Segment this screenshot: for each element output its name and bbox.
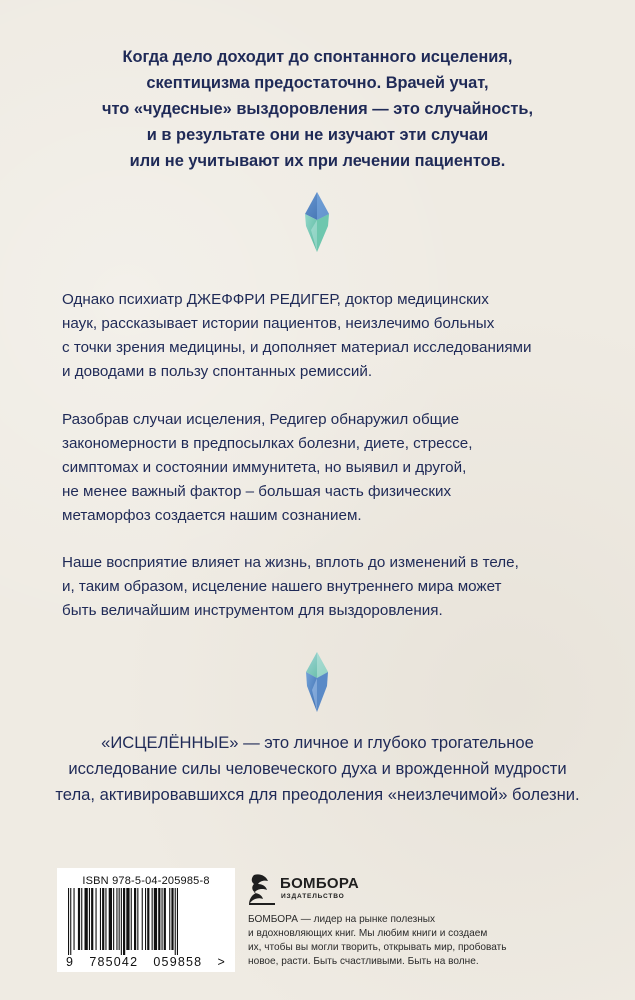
barcode-bar: [109, 888, 112, 950]
barcode-bar: [85, 888, 88, 950]
body-paragraph-1: [62, 288, 582, 384]
barcode-bar: [177, 888, 178, 958]
body-line: Наше восприятие влияет на жизнь, вплоть до изменений в теле,: [62, 554, 519, 571]
barcode-digit-group: 785042: [89, 955, 139, 969]
barcode-bar: [89, 888, 90, 950]
barcode-bar: [134, 888, 136, 950]
barcode-bar: [123, 888, 125, 958]
body-line: и, таким образом, исцеление нашего внутреннего мира может: [62, 578, 502, 595]
barcode-bar: [105, 888, 106, 950]
barcode-digit-group: 9: [66, 955, 75, 969]
crystal-gem-icon: [302, 650, 332, 714]
outro-line: «ИСЦЕЛЁННЫЕ» — это личное и глубоко трогательное: [101, 733, 534, 752]
blurb-line: их, чтобы вы могли творить, открывать мир, пробовать: [248, 942, 507, 953]
publisher-blurb: [248, 913, 588, 969]
barcode-digit-group: 059858: [153, 955, 203, 969]
barcode-bar: [81, 888, 82, 950]
barcode-bars: [65, 888, 227, 958]
barcode-bar: [164, 888, 166, 950]
bombora-bird-logo-icon: [248, 872, 278, 906]
blurb-line: БОМБОРА — лидер на рынке полезных: [248, 914, 436, 925]
barcode-bar: [158, 888, 160, 950]
blurb-line: и вдохновляющих книг. Мы любим книги и создаем: [248, 928, 488, 939]
intro-paragraph: [0, 44, 635, 174]
barcode-bar: [119, 888, 120, 950]
barcode-bar: [116, 888, 117, 950]
barcode-bar: [175, 888, 176, 958]
barcode-bar: [96, 888, 97, 950]
barcode-bar: [171, 888, 173, 950]
body-line: метаморфоз создается нашим сознанием.: [62, 507, 362, 524]
body-line: наук, рассказывает истории пациентов, неизлечимо больных: [62, 315, 495, 332]
publisher-name: БОМБОРА: [280, 875, 360, 892]
barcode-bar: [68, 888, 69, 958]
body-paragraph-2: [62, 408, 582, 528]
intro-line: Когда дело доходит до спонтанного исцеления,: [122, 48, 513, 66]
publisher-subtitle: ИЗДАТЕЛЬСТВО: [281, 893, 345, 900]
outro-line: тела, активировавшихся для преодоления «неизлечимой» болезни.: [55, 785, 580, 804]
barcode-bar: [91, 888, 93, 950]
crystal-gem-icon: [302, 190, 332, 254]
barcode-bar: [131, 888, 132, 950]
barcode-bar: [121, 888, 122, 958]
barcode-digit-group: >: [217, 955, 226, 969]
publisher-logo: [248, 872, 368, 906]
body-paragraph-3: [62, 551, 582, 623]
barcode-bar: [162, 888, 163, 950]
outro-line: исследование силы человеческого духа и врожденной мудрости: [68, 759, 567, 778]
barcode-bar: [154, 888, 157, 950]
intro-line: или не учитывают их при лечении пациентов.: [129, 152, 506, 170]
barcode-bar: [137, 888, 138, 950]
barcode-bar: [78, 888, 80, 950]
barcode-digits: [65, 955, 227, 969]
intro-line: скептицизма предостаточно. Врачей учат,: [146, 74, 489, 92]
isbn-label: ISBN 978-5-04-205985-8: [82, 875, 210, 887]
isbn-barcode: [57, 868, 235, 972]
barcode-bar: [100, 888, 101, 950]
barcode-bar: [169, 888, 170, 950]
body-line: быть величайшим инструментом для выздоровления.: [62, 602, 443, 619]
barcode-bar: [142, 888, 143, 950]
body-line: Разобрав случаи исцеления, Редигер обнаружил общие: [62, 411, 460, 428]
body-line: симптомах и состоянии иммунитета, но выявил и другой,: [62, 459, 467, 476]
body-line: Однако психиатр ДЖЕФФРИ РЕДИГЕР, доктор медицинских: [62, 291, 489, 308]
body-line: и доводами в пользу спонтанных ремиссий.: [62, 363, 373, 380]
body-line: с точки зрения медицины, и дополняет материал исследованиями: [62, 339, 532, 356]
barcode-bar: [102, 888, 104, 950]
outro-paragraph: [0, 730, 635, 808]
blurb-line: новое, расти. Быть счастливыми. Быть на волне.: [248, 956, 479, 967]
barcode-bar: [145, 888, 146, 950]
barcode-bar: [147, 888, 149, 950]
intro-line: что «чудесные» выздоровления — это случайность,: [101, 100, 534, 118]
body-line: закономерности в предпосылках болезни, диете, стрессе,: [62, 435, 473, 452]
barcode-bar: [126, 888, 129, 950]
intro-line: и в результате они не изучают эти случаи: [146, 126, 489, 144]
body-line: не менее важный фактор – большая часть физических: [62, 483, 452, 500]
barcode-bar: [70, 888, 71, 958]
barcode-bar: [152, 888, 153, 950]
barcode-bar: [74, 888, 75, 950]
barcode-bar: [113, 888, 114, 950]
